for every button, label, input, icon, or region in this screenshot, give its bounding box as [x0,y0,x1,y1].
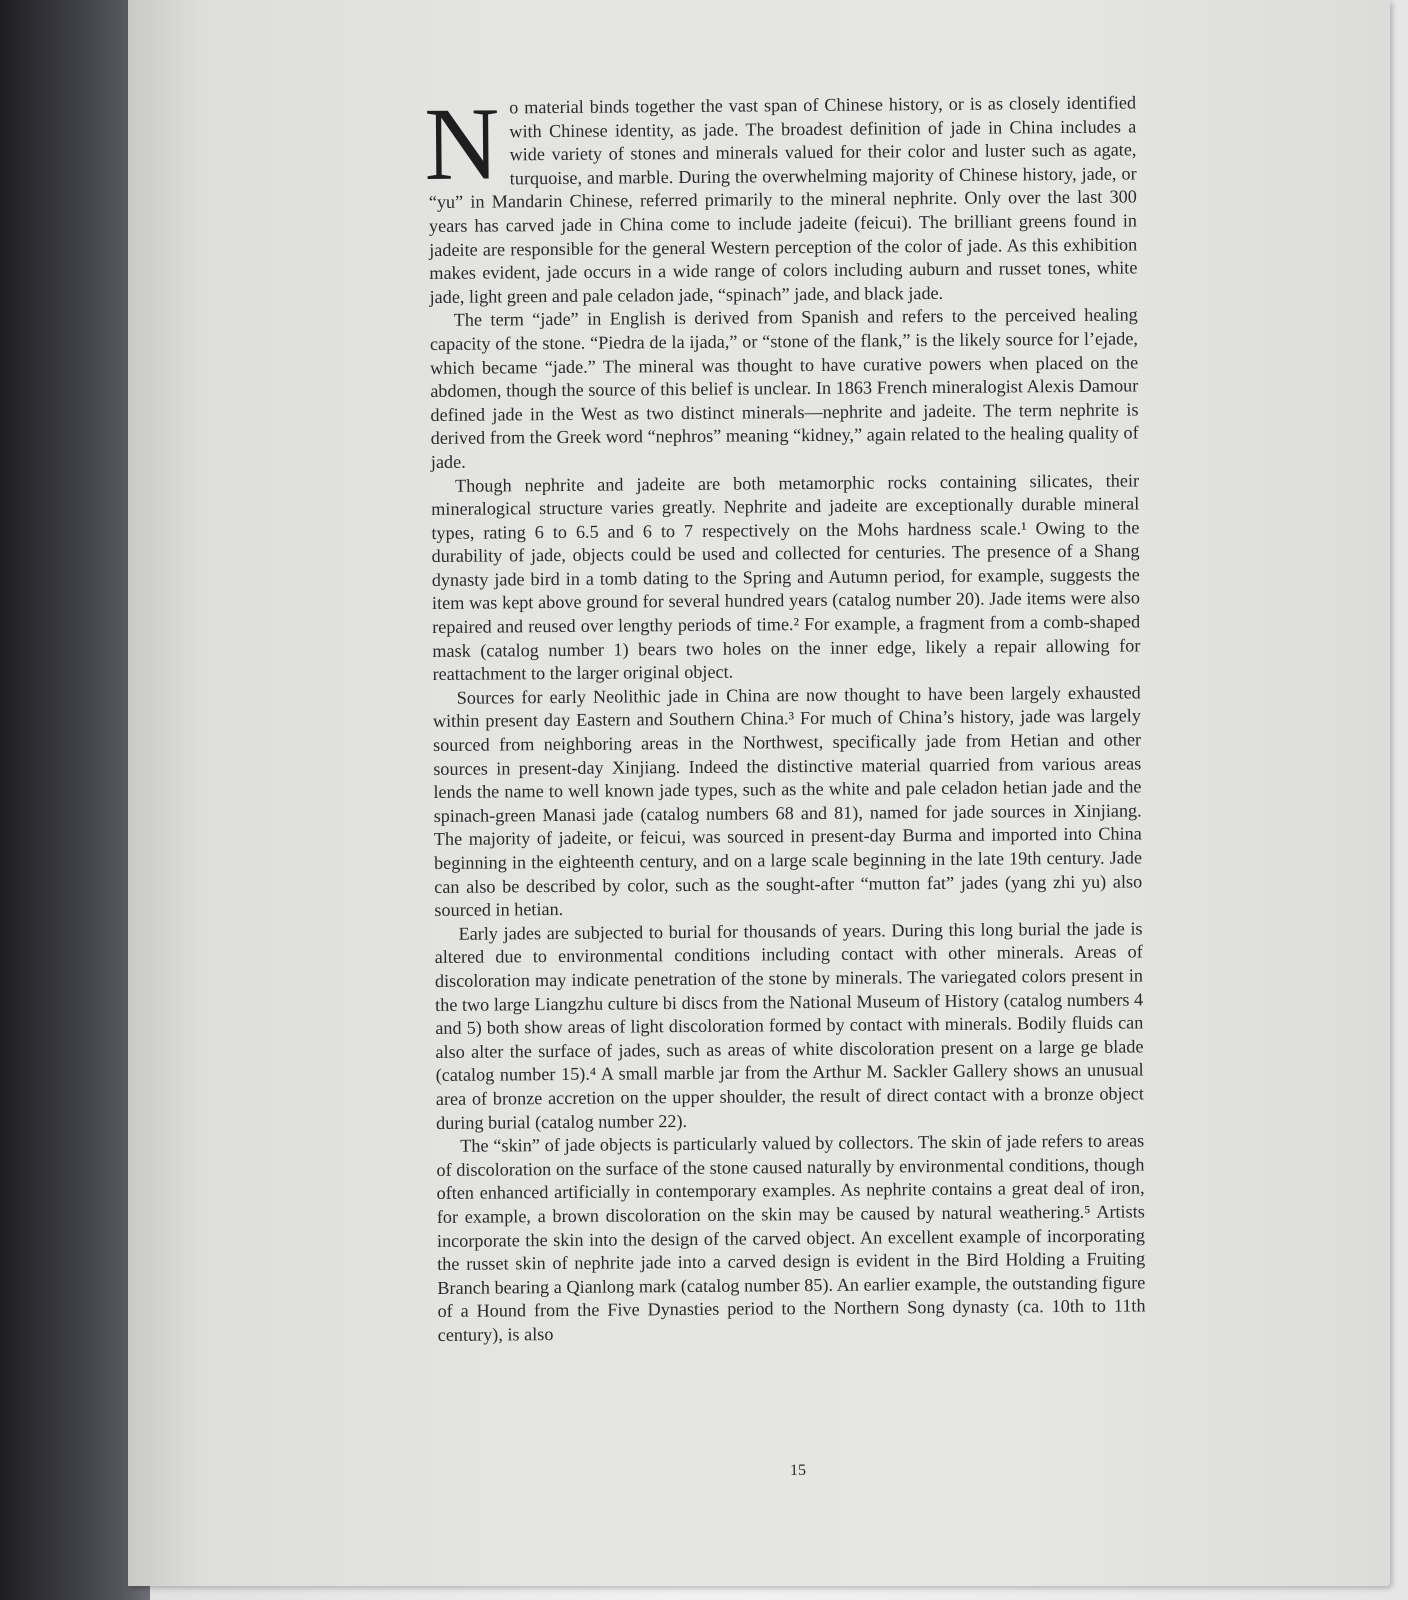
body-text [423,86,1146,1347]
paragraph-1-text: o material binds together the vast span of Chinese history, or is as closely identified with Chinese identity, as jade. The broadest definition of jade in China includes a wide variety of stones and minerals valued for their color and luster such as agate, turquoise, and marble. During the overwhelming majority of Chinese history, jade, or “yu” in Mandarin Chinese, referred primarily to the mineral nephrite. Only over the last 300 years has carved jade in China come to include jadeite (feicui). The brilliant greens found in jadeite are responsible for the general Western perception of the color of jade. As this exhibition makes evident, jade occurs in a wide range of colors including auburn and russet tones, white jade, light green and pale celadon jade, “spinach” jade, and black jade. [428,92,1138,307]
paragraph-2: The term “jade” in English is derived from Spanish and refers to the perceived healing capacity of the stone. “Piedra de la ijada,” or “stone of the flank,” is the likely source for l’ejade, which became “jade.” The mineral was thought to have curative powers when placed on the abdomen, though the source of this belief is unclear. In 1863 French mineralogist Alexis Damour defined jade in the West as two distinct minerals—nephrite and jadeite. The term nephrite is derived from the Greek word “nephros” meaning “kidney,” again related to the healing quality of jade. [429,304,1139,472]
paragraph-3: Though nephrite and jadeite are both metamorphic rocks containing silicates, their mineralogical structure varies greatly. Nephrite and jadeite are exceptionally durable mineral types, rating 6 to 6.5 and 6 to 7 respectively on the Mohs hardness scale.¹ Owing to the durability of jade, objects could be used and collected for centuries. The presence of a Shang dynasty jade bird in a tomb dating to the Spring and Autumn period, for example, suggests the item was kept above ground for several hundred years (catalog number 20). Jade items were also repaired and reused over lengthy periods of time.² For example, a fragment from a comb-shaped mask (catalog number 1) bears two holes on the inner edge, likely a repair allowing for reattachment to the larger original object. [431,469,1141,685]
page-number: 15 [790,1462,806,1479]
paragraph-4: Sources for early Neolithic jade in China are now thought to have been largely exhausted within present day Eastern and Southern China.³ For much of China’s history, jade was largely sourced from neighboring areas in the Northwest, specifically jade from Hetian and other sources in present-day Xinjiang. Indeed the distinctive material quarried from various areas lends the name to well known jade types, such as the white and pale celadon hetian jade and the spinach-green Manasi jade (catalog numbers 68 and 81), named for jade sources in Xinjiang. The majority of jadeite, or feicui, was sourced in present-day Burma and imported into China beginning in the eighteenth century, and on a large scale beginning in the late 19th century. Jade can also be described by color, such as the sought-after “mutton fat” jades (yang zhi yu) also sourced in hetian. [432,682,1143,921]
paragraph-1 [423,86,1138,309]
paragraph-6: The “skin” of jade objects is particularly valued by collectors. The skin of jade refers to areas of discoloration on the surface of the stone caused naturally by environmental conditions, though often enhanced artificially in contemporary examples. As nephrite contains a great deal of iron, for example, a brown discoloration on the skin may be caused by natural weathering.⁵ Artists incorporate the skin into the design of the carved object. An excellent example of incorporating the russet skin of nephrite jade into a carved design is evident in the Bird Holding a Fruiting Branch bearing a Qianlong mark (catalog number 85). An earlier example, the outstanding figure of a Hound from the Five Dynasties period to the Northern Song dynasty (ca. 10th to 11th century), is also [436,1130,1146,1345]
drop-cap: N [423,86,500,203]
paragraph-5: Early jades are subjected to burial for thousands of years. During this long burial the jade is altered due to environmental conditions including contact with other minerals. Areas of discoloration may indicate penetration of the stone by minerals. The variegated colors present in the two large Liangzhu culture bi discs from the National Museum of History (catalog numbers 4 and 5) both show areas of light discoloration formed by contact with minerals. Bodily fluids can also alter the surface of jades, such as areas of white discoloration present on a large ge blade (catalog number 15).⁴ A small marble jar from the Arthur M. Sackler Gallery shows an unusual area of bronze accretion on the upper shoulder, the result of direct contact with a bronze object during burial (catalog number 22). [434,918,1144,1133]
